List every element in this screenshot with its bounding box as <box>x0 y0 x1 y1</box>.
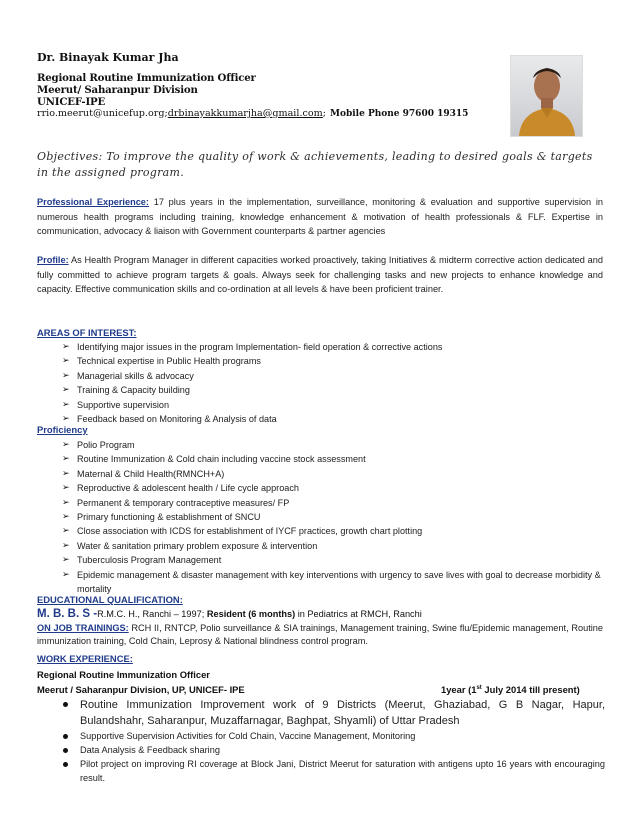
list-item: ➢ Maternal & Child Health(RMNCH+A) <box>62 467 607 481</box>
job-location: Meerut/ Saharanpur Division <box>37 84 198 96</box>
list-item: ➢ Primary functioning & establishment of SNCU <box>62 510 607 524</box>
candidate-name: Dr. Binayak Kumar Jha <box>37 51 179 64</box>
email-separator: ; <box>164 108 168 119</box>
professional-experience-paragraph <box>37 195 603 239</box>
person-photo-icon <box>511 56 582 136</box>
email-personal-link[interactable]: drbinayakkumarjha@gmail.com <box>167 108 323 119</box>
list-item: ➢ Permanent & temporary contraceptive measures/ FP <box>62 496 607 510</box>
duration-prefix: 1year (1 <box>441 684 477 695</box>
education-entry <box>37 608 607 621</box>
objectives-statement: Objectives: To improve the quality of work & achievements, leading to desired goals & targets in the assigned program. <box>37 150 593 179</box>
areas-of-interest-heading: AREAS OF INTEREST: <box>37 327 137 338</box>
header-block <box>37 51 507 120</box>
list-item: ➢ Training & Capacity building <box>62 383 607 397</box>
work-job-title: Regional Routine Immunization Officer <box>37 669 210 680</box>
on-job-trainings-label: ON JOB TRAININGS: <box>37 623 129 633</box>
education-heading: EDUCATIONAL QUALIFICATION: <box>37 594 183 605</box>
work-place: Meerut / Saharanpur Division, UP, UNICEF- IPE <box>37 684 245 695</box>
list-item: ➢ Feedback based on Monitoring & Analysis of data <box>62 412 607 426</box>
profile-photo <box>510 55 583 137</box>
duration-suffix: July 2014 till present) <box>481 684 580 695</box>
areas-of-interest-list <box>62 340 607 426</box>
on-job-trainings-text: RCH II, RNTCP, Polio surveillance & SIA trainings, Management training, Swine flu/Epidemic management, Routine immunization training, Cold Chain, Leprosy & National blindness control program. <box>37 623 604 646</box>
professional-experience-label: Professional Experience: <box>37 197 149 207</box>
job-role: Regional Routine Immunization Officer <box>37 72 256 84</box>
list-item: ➢ Supportive supervision <box>62 398 607 412</box>
degree-name: M. B. B. S - <box>37 608 98 620</box>
residency-label: Resident (6 months) <box>206 609 296 619</box>
mobile-phone: Mobile Phone 97600 19315 <box>329 109 469 119</box>
profile-label: Profile: <box>37 255 69 265</box>
list-item: Data Analysis & Feedback sharing <box>62 743 605 757</box>
work-duration <box>441 684 580 695</box>
list-item: Routine Immunization Improvement work of 9 Districts (Meerut, Ghaziabad, G B Nagar, Hapur, Bulandshahr, Saharanpur, Muzaffarnagar, Baghpat, Shyamli) of Uttar Pradesh <box>62 697 605 729</box>
proficiency-list <box>62 438 607 596</box>
profile-text: As Health Program Manager in different capacities worked proactively, taking Initiatives & midterm corrective action dedicated and fully committed to achieve program targets & goals. Always seek for challenging tasks and new projects to enhance knowledge and capacity. Effective communication skills and co-ordination at all levels & have been proficient trainer. <box>37 255 603 294</box>
list-item: ➢ Epidemic management & disaster management with key interventions with urgency to save lives with goal to decrease morbidity & mortality <box>62 568 607 597</box>
email-official: rrio.meerut@unicefup.org <box>37 108 165 119</box>
organization: UNICEF-IPE <box>37 96 106 108</box>
list-item: ➢ Reproductive & adolescent health / Life cycle approach <box>62 481 607 495</box>
proficiency-heading: Proficiency <box>37 424 88 435</box>
list-item: ➢ Water & sanitation primary problem exposure & intervention <box>62 539 607 553</box>
list-item: ➢ Routine Immunization & Cold chain including vaccine stock assessment <box>62 452 607 466</box>
profile-paragraph <box>37 253 603 297</box>
contact-line <box>37 108 507 120</box>
list-item: ➢ Technical expertise in Public Health programs <box>62 354 607 368</box>
list-item: Supportive Supervision Activities for Cold Chain, Vaccine Management, Monitoring <box>62 729 605 743</box>
list-item: ➢ Tuberculosis Program Management <box>62 553 607 567</box>
work-experience-heading: WORK EXPERIENCE: <box>37 653 133 664</box>
residency-detail: in Pediatrics at RMCH, Ranchi <box>295 609 422 619</box>
email-tail: ; <box>322 108 326 119</box>
list-item: ➢ Close association with ICDS for establishment of IYCF practices, growth chart plotting <box>62 524 607 538</box>
duration-superscript: st <box>476 684 482 691</box>
on-job-trainings-paragraph <box>37 622 603 648</box>
list-item: ➢ Managerial skills & advocacy <box>62 369 607 383</box>
work-duties-list <box>62 697 605 785</box>
list-item: Pilot project on improving RI coverage at Block Jani, District Meerut for saturation with antigens upto 16 years with encouraging result. <box>62 757 605 785</box>
degree-detail: R.M.C. H., Ranchi – 1997; <box>97 609 207 619</box>
list-item: ➢ Polio Program <box>62 438 607 452</box>
work-place-line <box>37 684 607 695</box>
professional-experience-text: 17 plus years in the implementation, surveillance, monitoring & evaluation and supportive supervision in numerous health programs including training, knowledge enhancement & motivation of health professionals & FLF. Expertise in communication, advocacy & liaison with Government counterparts & partner agencies <box>37 197 603 236</box>
list-item: ➢ Identifying major issues in the program Implementation- field operation & corrective actions <box>62 340 607 354</box>
